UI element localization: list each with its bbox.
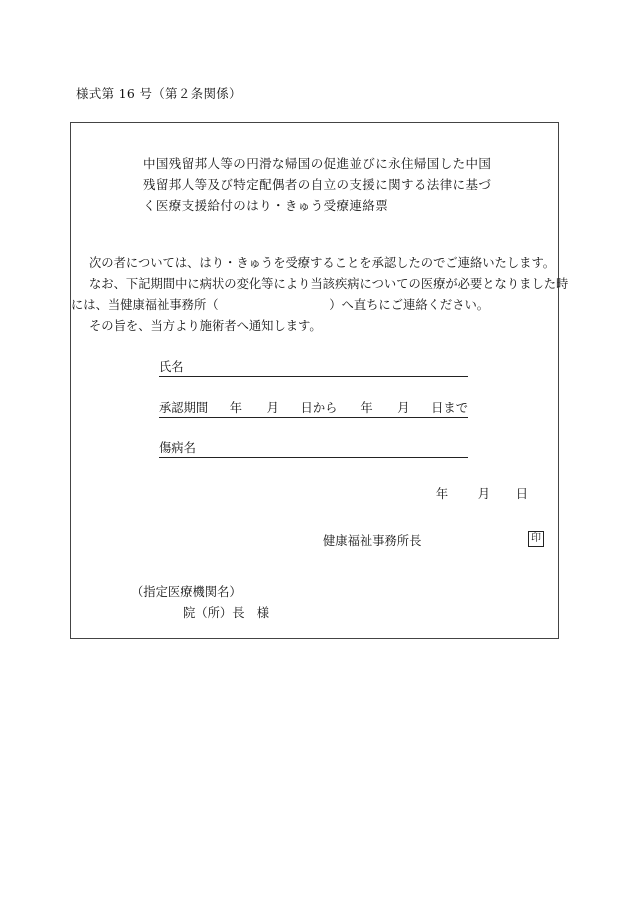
period-day-from: 日から bbox=[300, 401, 338, 415]
period-month-to: 月 bbox=[397, 401, 410, 415]
notice-line-3: には、当健康福祉事務所（ ）へ直ちにご連絡ください。 bbox=[71, 298, 490, 312]
disease-field bbox=[159, 439, 468, 458]
form-frame bbox=[70, 122, 569, 639]
issue-date bbox=[436, 484, 528, 502]
notice-line-1: 次の者については、はり・きゅうを受療することを承認したのでご連絡いたします。 bbox=[89, 256, 556, 270]
form-title bbox=[143, 153, 491, 216]
seal-mark: 印 bbox=[528, 531, 544, 547]
title-line-2: 残留邦人等及び特定配偶者の自立の支援に関する法律に基づ bbox=[143, 177, 492, 192]
disease-label: 傷病名 bbox=[159, 441, 196, 455]
date-year: 年 bbox=[435, 487, 449, 501]
office-head: 健康福祉事務所長 bbox=[323, 534, 422, 548]
notice-body bbox=[71, 253, 569, 337]
period-day-to: 日まで bbox=[431, 401, 468, 415]
title-line-1: 中国残留邦人等の円滑な帰国の促進並びに永住帰国した中国 bbox=[143, 156, 492, 171]
period-field bbox=[159, 399, 468, 418]
notice-line-2: なお、下記期間中に病状の変化等により当該疾病についての医療が必要となりました時 bbox=[89, 277, 569, 291]
form-number: 様式第 16 号（第２条関係） bbox=[76, 86, 242, 101]
director-addressee: 院（所）長 様 bbox=[183, 606, 270, 620]
period-year-from: 年 bbox=[229, 401, 243, 415]
date-day: 日 bbox=[515, 487, 528, 501]
period-month-from: 月 bbox=[266, 401, 279, 415]
notice-line-4: その旨を、当方より施術者へ通知します。 bbox=[89, 319, 322, 333]
name-field bbox=[159, 358, 468, 377]
period-row bbox=[159, 399, 468, 417]
title-line-3: く医療支援給付のはり・きゅう受療連絡票 bbox=[143, 198, 389, 213]
institution-name: （指定医療機関名） bbox=[131, 585, 242, 599]
date-month: 月 bbox=[477, 487, 491, 501]
name-label: 氏名 bbox=[159, 360, 184, 374]
period-year-to: 年 bbox=[360, 401, 373, 415]
period-label: 承認期間 bbox=[159, 401, 209, 415]
